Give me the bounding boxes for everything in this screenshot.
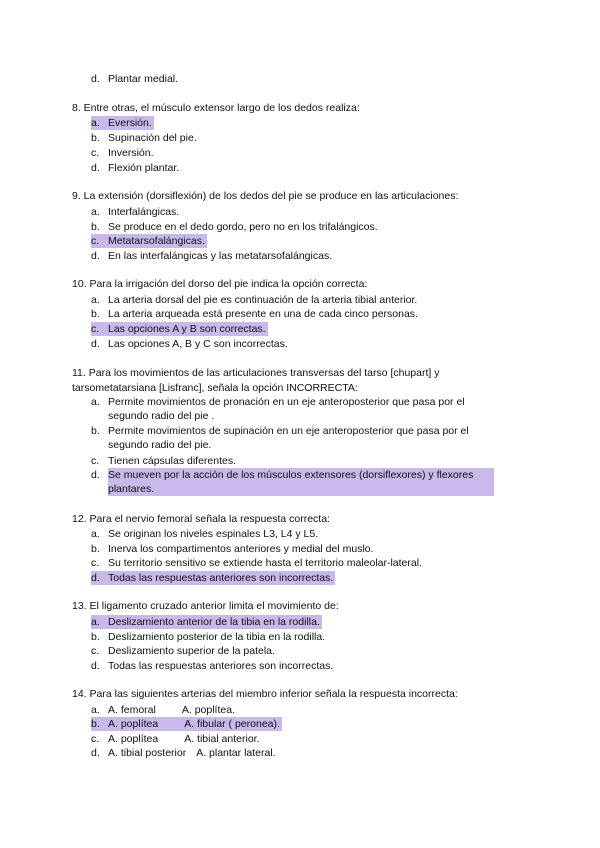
question-8-stem: 8. Entre otras, el músculo extensor largo de los dedos realiza: bbox=[72, 102, 360, 114]
q8-option-a bbox=[91, 116, 154, 130]
option-text: Tienen cápsulas diferentes. bbox=[108, 455, 237, 467]
option-letter: d. bbox=[91, 660, 100, 672]
q11-option-d bbox=[91, 468, 498, 496]
q7-option-d bbox=[91, 72, 178, 86]
option-letter: a. bbox=[91, 294, 100, 306]
option-letter: d. bbox=[91, 572, 100, 584]
q8-option-b bbox=[91, 131, 197, 145]
q13-option-b bbox=[91, 630, 325, 644]
q12-option-d bbox=[91, 571, 335, 585]
option-text: Metatarsofalángicas. bbox=[108, 235, 205, 247]
option-text: Permite movimientos de pronación en un eje anteroposterior que pasa por el segundo radio del pie . bbox=[108, 396, 465, 422]
option-text: A. femoral bbox=[108, 704, 156, 716]
option-letter: c. bbox=[91, 645, 100, 657]
option-text: Su territorio sensitivo se extiende hasta el territorio maleolar-lateral. bbox=[108, 557, 422, 569]
option-text: Todas las respuestas anteriores son incorrectas. bbox=[108, 660, 334, 672]
option-text: Inversión. bbox=[108, 147, 154, 159]
option-letter: b. bbox=[91, 132, 100, 144]
option-text: Se mueven por la acción de los músculos extensores (dorsiflexores) y flexores plantares. bbox=[108, 468, 494, 496]
option-letter: d. bbox=[91, 469, 100, 481]
option-text: A. fibular ( peronea). bbox=[184, 718, 280, 730]
q12-option-a bbox=[91, 527, 318, 541]
q10-option-b bbox=[91, 307, 418, 321]
q11-option-c bbox=[91, 454, 236, 468]
option-text: Eversión. bbox=[108, 117, 152, 129]
option-letter: c. bbox=[91, 323, 100, 335]
q13-option-d bbox=[91, 659, 333, 673]
question-12-stem: 12. Para el nervio femoral señala la respuesta correcta: bbox=[72, 513, 330, 525]
q10-option-a bbox=[91, 293, 417, 307]
option-text: Deslizamiento anterior de la tibia en la rodilla. bbox=[108, 616, 320, 628]
q9-option-c bbox=[91, 234, 207, 248]
option-text: A. plantar lateral. bbox=[196, 747, 276, 759]
q9-option-d bbox=[91, 249, 332, 263]
q13-option-a bbox=[91, 615, 322, 629]
option-text: Deslizamiento posterior de la tibia en la rodilla. bbox=[108, 631, 326, 643]
option-text: Deslizamiento superior de la patela. bbox=[108, 645, 275, 657]
option-text: A. tibial posterior bbox=[108, 747, 187, 759]
option-letter: d. bbox=[91, 162, 100, 174]
option-text: En las interfalángicas y las metatarsofalángicas. bbox=[108, 250, 333, 262]
option-text: Todas las respuestas anteriores son incorrectas. bbox=[108, 572, 334, 584]
option-letter: a. bbox=[91, 528, 100, 540]
q13-option-c bbox=[91, 644, 275, 658]
option-text: A. poplítea bbox=[108, 718, 159, 730]
option-text: Se produce en el dedo gordo, pero no en los trifalángicos. bbox=[108, 221, 378, 233]
option-text: La arteria dorsal del pie es continuación de la arteria tibial anterior. bbox=[108, 294, 418, 306]
option-text: La arteria arqueada está presente en una de cada cinco personas. bbox=[108, 308, 418, 320]
option-text: Supinación del pie. bbox=[108, 132, 197, 144]
option-letter: a. bbox=[91, 616, 100, 628]
option-letter: b. bbox=[91, 718, 100, 730]
q10-option-c bbox=[91, 322, 268, 336]
q11-option-a bbox=[91, 395, 496, 423]
q11-option-b bbox=[91, 424, 496, 452]
option-text: Interfalángicas. bbox=[108, 206, 180, 218]
option-text: Las opciones A y B son correctas. bbox=[108, 323, 266, 335]
option-text: A. tibial anterior. bbox=[184, 733, 260, 745]
q14-option-a bbox=[91, 703, 235, 717]
option-text: Plantar medial. bbox=[108, 73, 179, 85]
option-text: A. poplítea bbox=[108, 733, 159, 745]
option-letter: a. bbox=[91, 396, 100, 408]
q14-option-d bbox=[91, 746, 276, 760]
option-text: Inerva los compartimentos anteriores y medial del muslo. bbox=[108, 543, 374, 555]
q12-option-b bbox=[91, 542, 374, 556]
option-letter: d. bbox=[91, 747, 100, 759]
option-text: A. poplítea. bbox=[181, 704, 235, 716]
q14-option-b bbox=[91, 717, 282, 731]
option-letter: b. bbox=[91, 425, 100, 437]
option-letter: b. bbox=[91, 221, 100, 233]
option-text: Las opciones A, B y C son incorrectas. bbox=[108, 338, 288, 350]
question-14-stem: 14. Para las siguientes arterias del miembro inferior señala la respuesta incorrecta: bbox=[72, 688, 458, 700]
option-letter: a. bbox=[91, 704, 100, 716]
option-letter: c. bbox=[91, 557, 100, 569]
option-letter: d. bbox=[91, 338, 100, 350]
option-text: Flexión plantar. bbox=[108, 162, 180, 174]
option-letter: d. bbox=[91, 73, 100, 85]
option-letter: a. bbox=[91, 206, 100, 218]
q8-option-d bbox=[91, 161, 179, 175]
q12-option-c bbox=[91, 556, 422, 570]
option-letter: a. bbox=[91, 117, 100, 129]
q14-option-c bbox=[91, 732, 260, 746]
question-10-stem: 10. Para la irrigación del dorso del pie indica la opción correcta: bbox=[72, 278, 368, 290]
question-11-stem: 11. Para los movimientos de las articulaciones transversas del tarso [chupart] y tarsometatarsiana [Lisfranc], señala la opción INCORRECTA: bbox=[72, 367, 440, 394]
option-text: Se originan los niveles espinales L3, L4 y L5. bbox=[108, 528, 319, 540]
option-letter: c. bbox=[91, 455, 100, 467]
option-letter: c. bbox=[91, 733, 100, 745]
q9-option-b bbox=[91, 220, 378, 234]
option-letter: b. bbox=[91, 308, 100, 320]
option-letter: b. bbox=[91, 543, 100, 555]
option-letter: c. bbox=[91, 147, 100, 159]
q8-option-c bbox=[91, 146, 154, 160]
question-13-stem: 13. El ligamento cruzado anterior limita el movimiento de: bbox=[72, 600, 339, 612]
option-text: Permite movimientos de supinación en un eje anteroposterior que pasa por el segundo radio del pie. bbox=[108, 425, 469, 451]
option-letter: c. bbox=[91, 235, 100, 247]
option-letter: d. bbox=[91, 250, 100, 262]
option-letter: b. bbox=[91, 631, 100, 643]
q10-option-d bbox=[91, 337, 288, 351]
question-9-stem: 9. La extensión (dorsiflexión) de los dedos del pie se produce en las articulaciones: bbox=[72, 190, 459, 202]
q9-option-a bbox=[91, 205, 179, 219]
